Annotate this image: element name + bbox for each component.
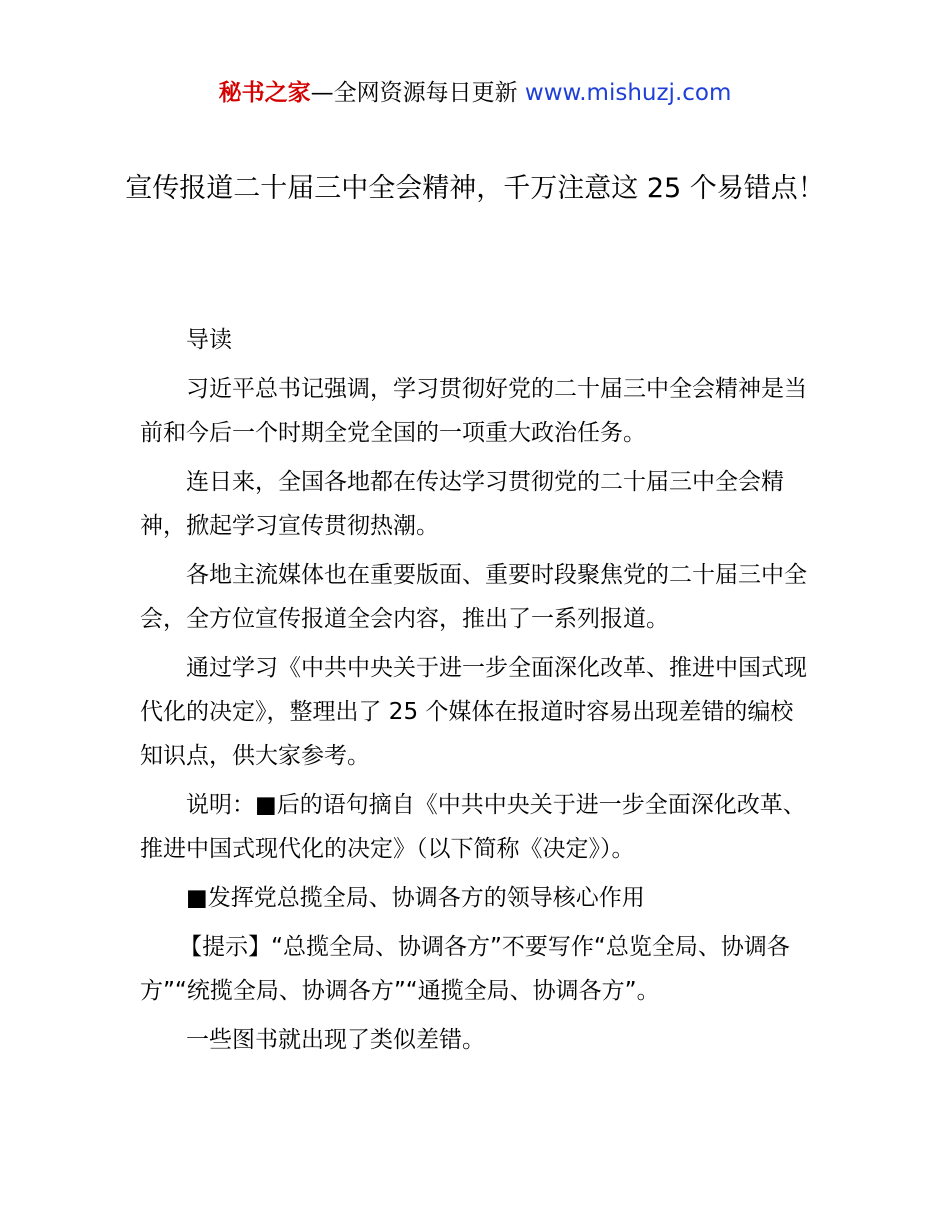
paragraph-excerpt: ■发挥党总揽全局、协调各方的领导核心作用 [186, 885, 645, 911]
paragraph: 一些图书就出现了类似差错。 [186, 1027, 485, 1053]
paragraph: 各地主流媒体也在重要版面、重要时段聚焦党的二十届三中全会，全方位宣传报道全会内容，推出了一系列报道。 [140, 562, 807, 632]
document-title: 宣传报道二十届三中全会精神，千万注意这 25 个易错点！ [125, 173, 825, 204]
paragraph: 习近平总书记强调，学习贯彻好党的二十届三中全会精神是当前和今后一个时期全党全国的一项重大政治任务。 [140, 376, 807, 446]
site-url-link[interactable]: www.mishuzj.com [524, 80, 732, 106]
document-body [140, 318, 812, 1067]
paragraph-intro-heading: 导读 [186, 327, 232, 353]
paragraph: 连日来，全国各地都在传达学习贯彻党的二十届三中全会精神，掀起学习宣传贯彻热潮。 [140, 469, 784, 539]
site-brand[interactable]: 秘书之家 [218, 80, 311, 106]
paragraph: 通过学习《中共中央关于进一步全面深化改革、推进中国式现代化的决定》，整理出了 25 个媒体在报道时容易出现差错的编校知识点，供大家参考。 [140, 655, 807, 769]
paragraph-note: 说明：■后的语句摘自《中共中央关于进一步全面深化改革、推进中国式现代化的决定》（以下简称《决定》）。 [140, 792, 806, 862]
paragraph-tip: 【提示】“总揽全局、协调各方”不要写作“总览全局、协调各方”“统揽全局、协调各方”“通揽全局、协调各方”。 [140, 934, 790, 1004]
site-tagline: —全网资源每日更新 [310, 80, 525, 106]
header-banner [0, 76, 950, 110]
